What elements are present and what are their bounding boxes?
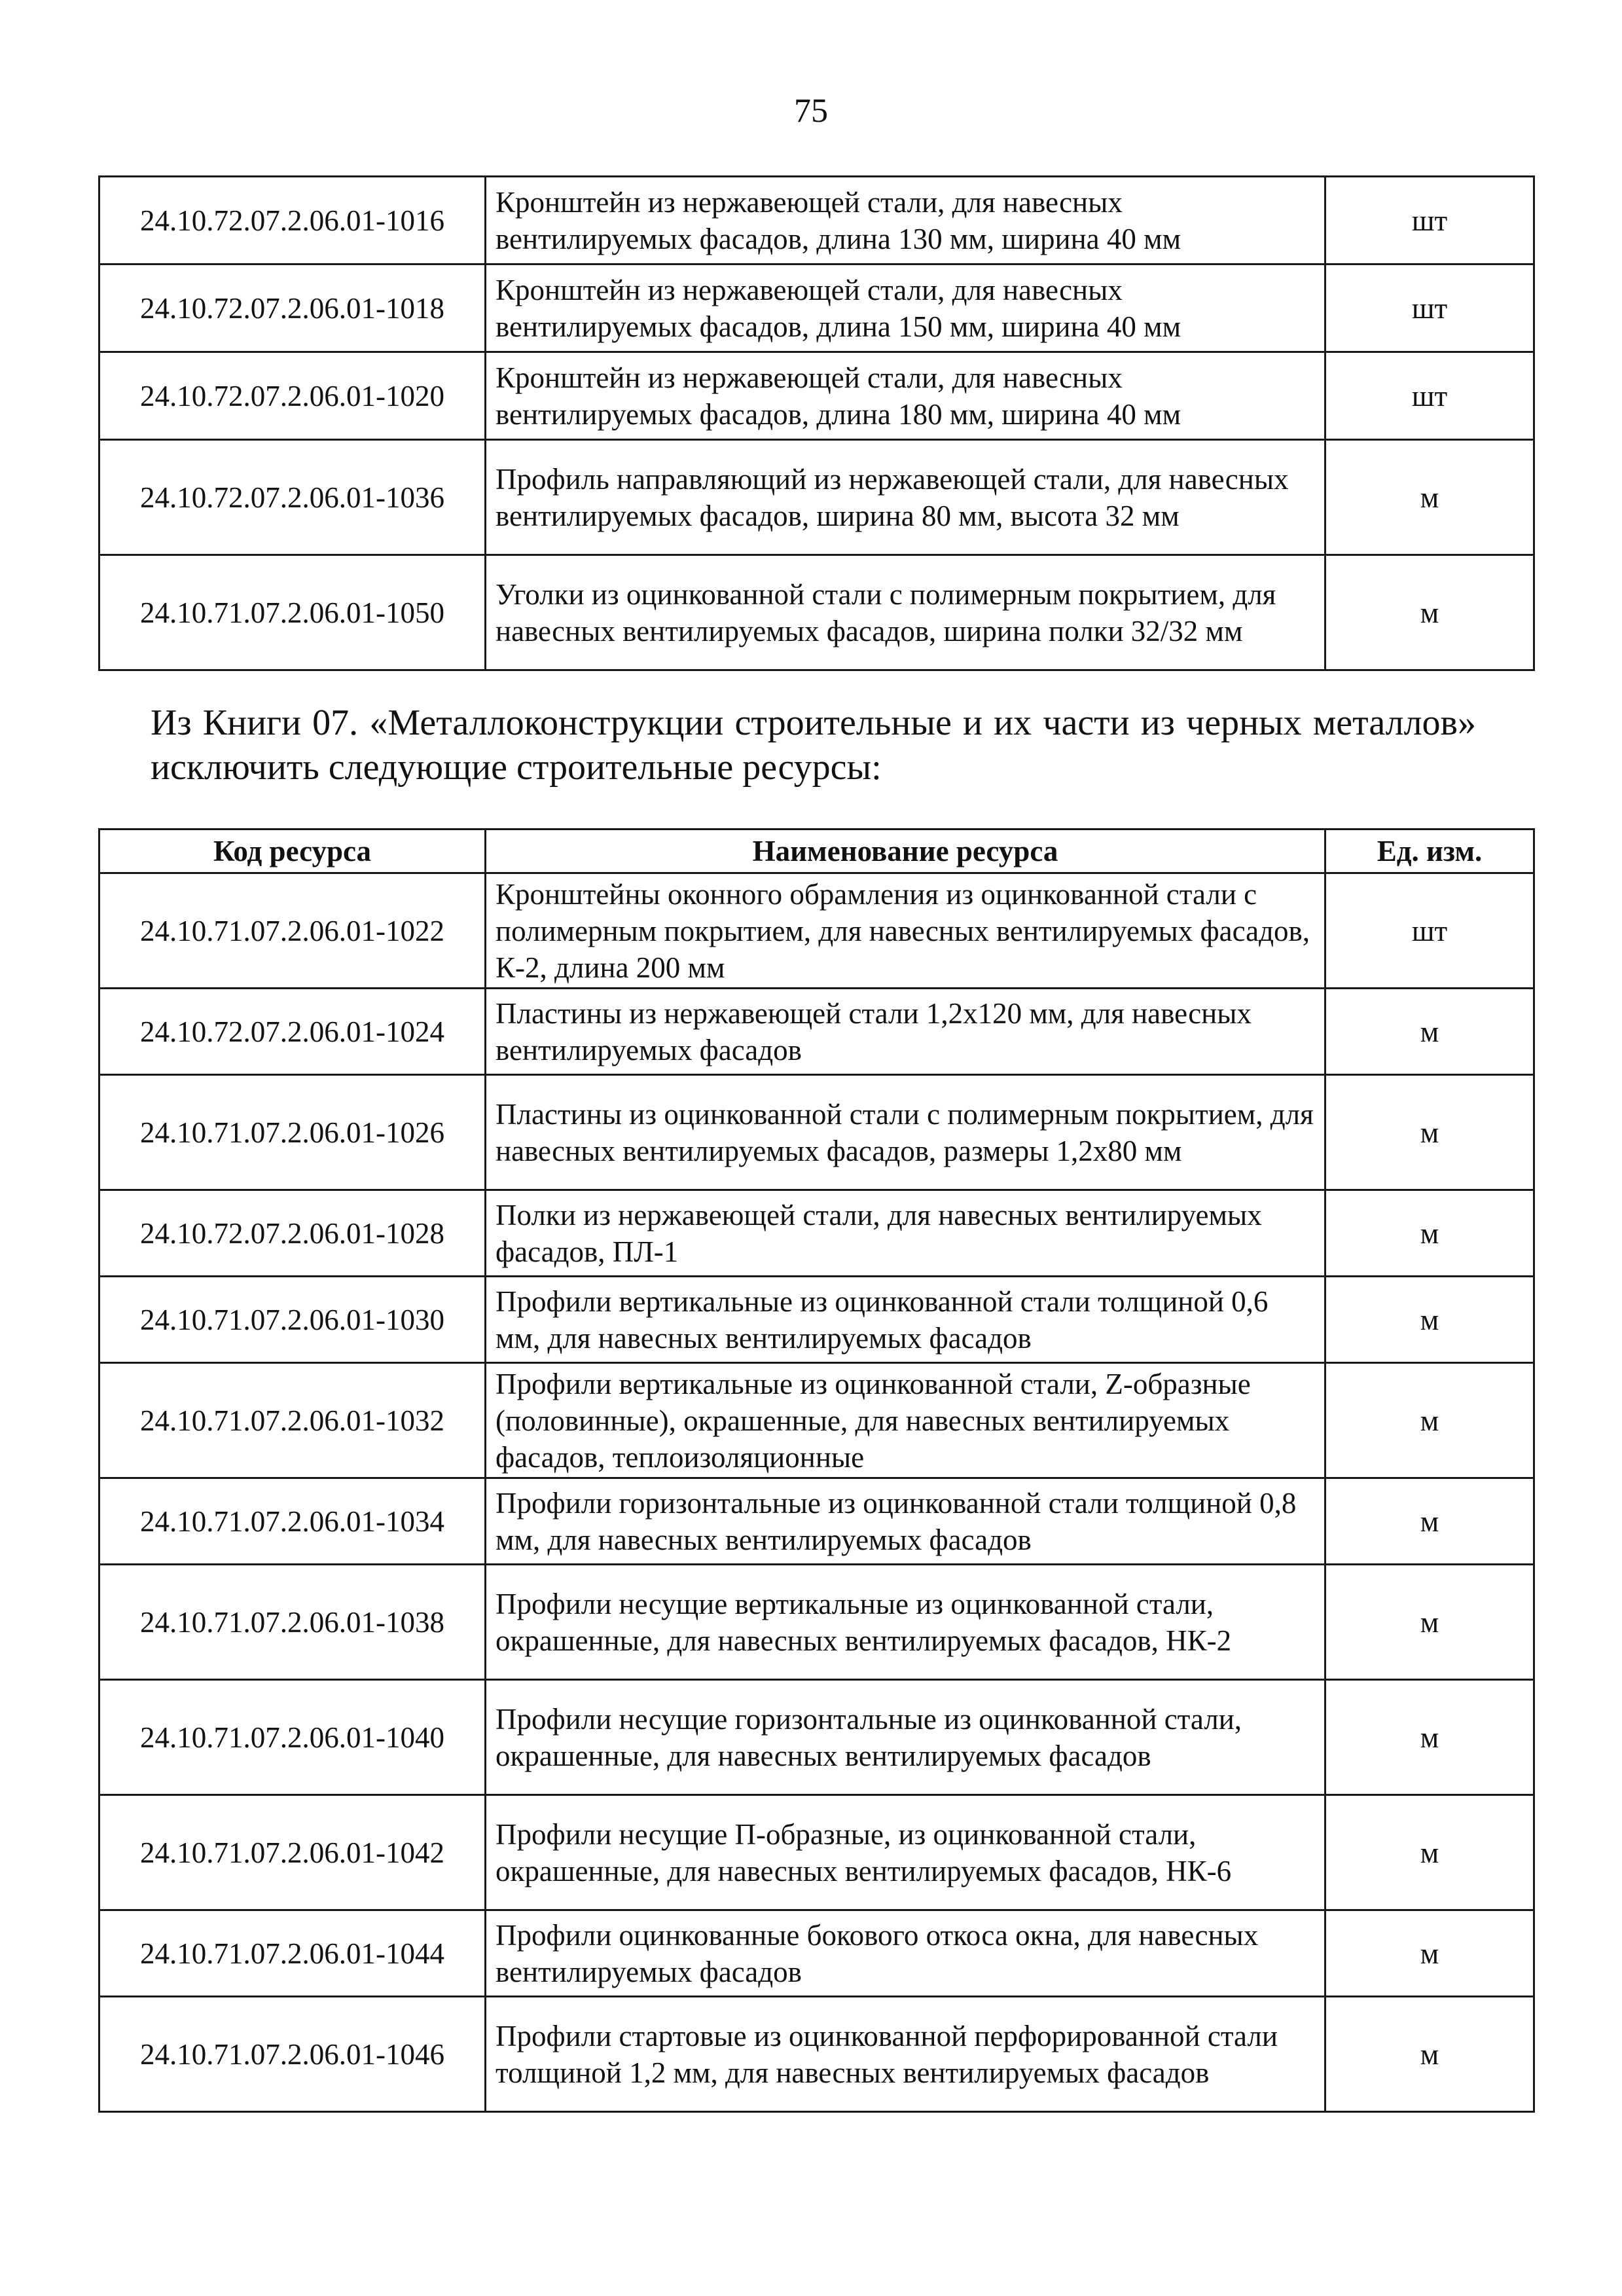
header-name: Наименование ресурса [486,829,1325,873]
resource-name: Пластины из оцинкованной стали с полимерным покрытием, для навесных вентилируемых фасадов, размеры 1,2х80 мм [486,1075,1325,1190]
resource-unit: м [1325,1910,1534,1997]
page-number: 75 [794,92,828,130]
resource-code: 24.10.71.07.2.06.01-1040 [99,1680,486,1795]
resource-unit: шт [1325,873,1534,989]
resource-code: 24.10.71.07.2.06.01-1042 [99,1795,486,1910]
table-row [99,1363,1534,1478]
resource-name: Кронштейны оконного обрамления из оцинкованной стали с полимерным покрытием, для навесных вентилируемых фасадов, К-2, длина 200 мм [486,873,1325,989]
resource-unit: м [1325,1277,1534,1363]
resource-unit: м [1325,989,1534,1075]
table-row [99,352,1534,440]
resource-name: Профили несущие вертикальные из оцинкованной стали, окрашенные, для навесных вентилируемых фасадов, НК-2 [486,1565,1325,1680]
table-row [99,1910,1534,1997]
table-row [99,1795,1534,1910]
resource-unit: м [1325,1795,1534,1910]
resource-code: 24.10.72.07.2.06.01-1020 [99,352,486,440]
resource-name: Кронштейн из нержавеющей стали, для навесных вентилируемых фасадов, длина 150 мм, ширина 40 мм [486,264,1325,352]
resources-table-continued [98,175,1535,671]
table-row [99,555,1534,670]
resource-name: Кронштейн из нержавеющей стали, для навесных вентилируемых фасадов, длина 130 мм, ширина 40 мм [486,177,1325,264]
table-row [99,989,1534,1075]
table-row [99,177,1534,264]
resource-unit: м [1325,1363,1534,1478]
table-row [99,873,1534,989]
resource-code: 24.10.71.07.2.06.01-1050 [99,555,486,670]
table-row [99,1997,1534,2112]
table-row [99,1478,1534,1565]
resource-name: Профили вертикальные из оцинкованной стали, Z-образные (половинные), окрашенные, для навесных вентилируемых фасадов, теплоизоляционные [486,1363,1325,1478]
table-row [99,440,1534,555]
resource-unit: шт [1325,264,1534,352]
resource-name: Уголки из оцинкованной стали с полимерным покрытием, для навесных вентилируемых фасадов, ширина полки 32/32 мм [486,555,1325,670]
resource-code: 24.10.72.07.2.06.01-1018 [99,264,486,352]
resource-code: 24.10.71.07.2.06.01-1044 [99,1910,486,1997]
table-row [99,1277,1534,1363]
resource-unit: м [1325,1680,1534,1795]
resource-code: 24.10.71.07.2.06.01-1030 [99,1277,486,1363]
resource-unit: шт [1325,352,1534,440]
resource-unit: м [1325,1190,1534,1277]
resource-code: 24.10.71.07.2.06.01-1034 [99,1478,486,1565]
resource-code: 24.10.71.07.2.06.01-1022 [99,873,486,989]
resource-name: Профиль направляющий из нержавеющей стали, для навесных вентилируемых фасадов, ширина 80 мм, высота 32 мм [486,440,1325,555]
table-row [99,264,1534,352]
excluded-resources-table [98,828,1535,2113]
resource-name: Полки из нержавеющей стали, для навесных вентилируемых фасадов, ПЛ-1 [486,1190,1325,1277]
resource-name: Кронштейн из нержавеющей стали, для навесных вентилируемых фасадов, длина 180 мм, ширина 40 мм [486,352,1325,440]
resource-unit: м [1325,1478,1534,1565]
resource-name: Профили несущие П-образные, из оцинкованной стали, окрашенные, для навесных вентилируемых фасадов, НК-6 [486,1795,1325,1910]
resource-name: Профили вертикальные из оцинкованной стали толщиной 0,6 мм, для навесных вентилируемых фасадов [486,1277,1325,1363]
header-unit: Ед. изм. [1325,829,1534,873]
resource-unit: м [1325,1565,1534,1680]
resource-unit: м [1325,1075,1534,1190]
table-row [99,1680,1534,1795]
resource-code: 24.10.71.07.2.06.01-1046 [99,1997,486,2112]
resource-code: 24.10.72.07.2.06.01-1016 [99,177,486,264]
resource-unit: м [1325,1997,1534,2112]
table-header-row [99,829,1534,873]
resource-name: Профили несущие горизонтальные из оцинкованной стали, окрашенные, для навесных вентилируемых фасадов [486,1680,1325,1795]
header-code: Код ресурса [99,829,486,873]
resource-code: 24.10.72.07.2.06.01-1028 [99,1190,486,1277]
resource-code: 24.10.72.07.2.06.01-1036 [99,440,486,555]
table-row [99,1075,1534,1190]
resource-name: Профили оцинкованные бокового откоса окна, для навесных вентилируемых фасадов [486,1910,1325,1997]
resource-code: 24.10.71.07.2.06.01-1026 [99,1075,486,1190]
section-intro-text: Из Книги 07. «Металлоконструкции строительные и их части из черных металлов» исключить следующие строительные ресурсы: [151,702,1476,788]
resource-code: 24.10.71.07.2.06.01-1032 [99,1363,486,1478]
table-row [99,1565,1534,1680]
table-row [99,1190,1534,1277]
resource-name: Профили стартовые из оцинкованной перфорированной стали толщиной 1,2 мм, для навесных вентилируемых фасадов [486,1997,1325,2112]
resource-code: 24.10.72.07.2.06.01-1024 [99,989,486,1075]
resource-unit: м [1325,440,1534,555]
resource-code: 24.10.71.07.2.06.01-1038 [99,1565,486,1680]
resource-unit: шт [1325,177,1534,264]
resource-unit: м [1325,555,1534,670]
resource-name: Пластины из нержавеющей стали 1,2х120 мм, для навесных вентилируемых фасадов [486,989,1325,1075]
resource-name: Профили горизонтальные из оцинкованной стали толщиной 0,8 мм, для навесных вентилируемых фасадов [486,1478,1325,1565]
